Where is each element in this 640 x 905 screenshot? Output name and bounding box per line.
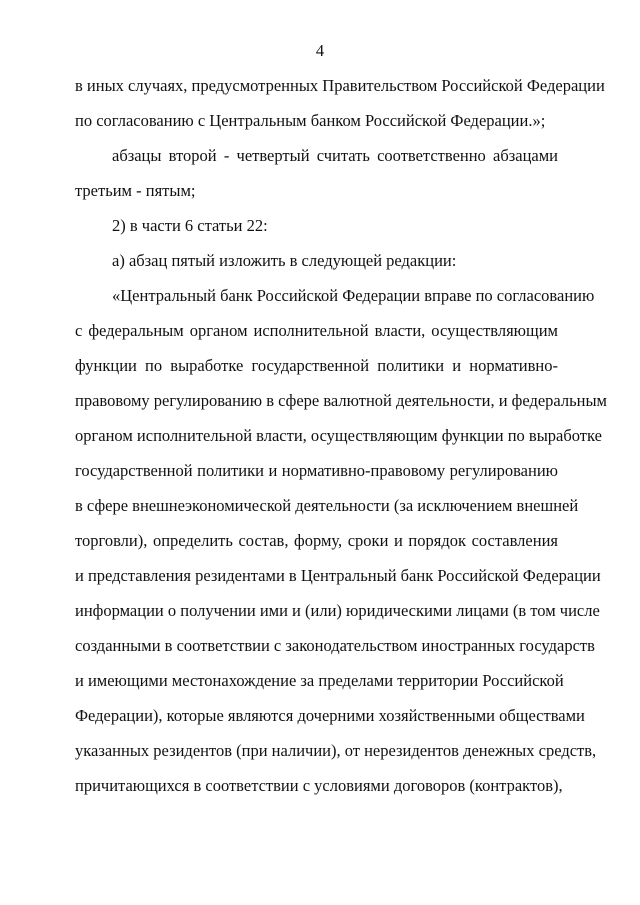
text-line: функции по выработке государственной политики и нормативно- [75,356,558,375]
text-line: указанных резидентов (при наличии), от нерезидентов денежных средств, [75,741,597,760]
page-number: 4 [315,41,325,60]
text-line: с федеральным органом исполнительной власти, осуществляющим [75,321,558,340]
text-line: созданными в соответствии с законодательством иностранных государств [75,636,595,655]
text-line: информации о получении ими и (или) юридическими лицами (в том числе [75,601,600,620]
text-line: Федерации), которые являются дочерними хозяйственными обществами [75,706,585,725]
text-line: и имеющими местонахождение за пределами территории Российской [75,671,564,690]
text-line: торговли), определить состав, форму, сроки и порядок составления [75,531,558,550]
text-line: в иных случаях, предусмотренных Правительством Российской Федерации [75,76,605,95]
text-line: «Центральный банк Российской Федерации вправе по согласованию [112,286,595,305]
text-line: причитающихся в соответствии с условиями договоров (контрактов), [75,776,563,795]
text-line: по согласованию с Центральным банком Российской Федерации.»; [75,111,546,130]
text-line: абзацы второй - четвертый считать соответственно абзацами [112,146,558,165]
text-line: органом исполнительной власти, осуществляющим функции по выработке [75,426,602,445]
text-line: 2) в части 6 статьи 22: [112,216,268,235]
text-line: и представления резидентами в Центральный банк Российской Федерации [75,566,601,585]
text-line: третьим - пятым; [75,181,196,200]
text-line: правовому регулированию в сфере валютной деятельности, и федеральным [75,391,607,410]
text-line: государственной политики и нормативно-правовому регулированию [75,461,558,480]
text-line: в сфере внешнеэкономической деятельности (за исключением внешней [75,496,579,515]
text-line: а) абзац пятый изложить в следующей редакции: [112,251,457,270]
